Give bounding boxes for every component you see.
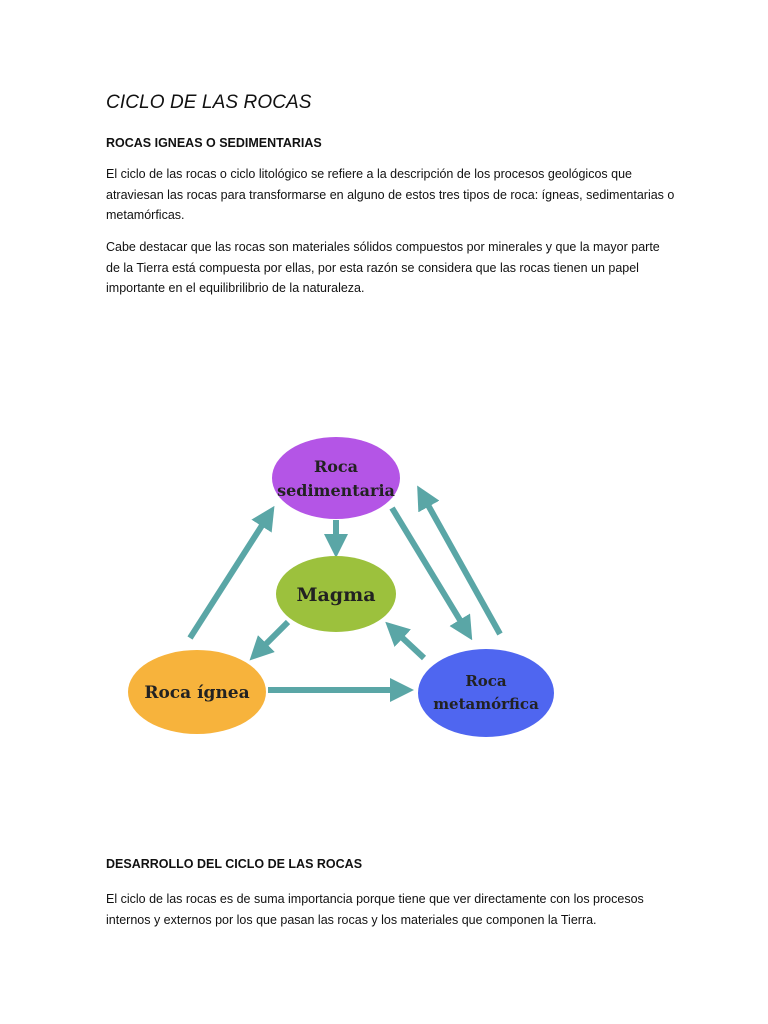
paragraph-intro: El ciclo de las rocas o ciclo litológico se refiere a la descripción de los procesos geológicos que atraviesan las rocas para transformarse en alguno de estos tres tipos de roca: ígneas, sedimentarias o metamórficas.	[106, 167, 675, 222]
arrow-sedimentaria-to-metamorfica	[392, 508, 466, 630]
arrow-ignea-to-sedimentaria	[190, 516, 268, 638]
node-magma	[276, 556, 396, 632]
arrow-metamorfica-to-sedimentaria	[423, 496, 500, 634]
section-heading-rocas-igneas: ROCAS IGNEAS O SEDIMENTARIAS	[106, 136, 322, 150]
node-magma-label: Magma	[296, 584, 376, 606]
node-sedimentaria-label-line2: sedimentaria	[277, 481, 395, 500]
node-roca-ignea	[128, 650, 266, 734]
arrow-metamorfica-to-magma	[394, 630, 424, 658]
arrow-magma-to-ignea	[258, 622, 288, 652]
node-metamorfica-shape	[418, 649, 554, 737]
node-ignea-label: Roca ígnea	[144, 683, 250, 703]
node-metamorfica-label-line1: Roca	[465, 672, 507, 690]
rock-cycle-diagram	[120, 430, 560, 740]
node-sedimentaria-label-line1: Roca	[313, 457, 359, 476]
node-sedimentaria-shape	[272, 437, 400, 519]
paragraph-desarrollo: El ciclo de las rocas es de suma importancia porque tiene que ver directamente con los procesos internos y externos por los que pasan las rocas y los materiales que componen la Tierra.	[106, 892, 644, 927]
node-metamorfica-label-line2: metamórfica	[433, 695, 539, 713]
document-title: CICLO DE LAS ROCAS	[106, 92, 312, 113]
section-heading-desarrollo: DESARROLLO DEL CICLO DE LAS ROCAS	[106, 857, 363, 871]
node-roca-metamorfica	[418, 649, 554, 737]
node-roca-sedimentaria	[272, 437, 400, 519]
paragraph-importance: Cabe destacar que las rocas son materiales sólidos compuestos por minerales y que la mayor parte de la Tierra está compuesta por ellas, por esta razón se considera que las rocas tienen un papel importante en el equilibrilibrio de la naturaleza.	[106, 240, 660, 295]
